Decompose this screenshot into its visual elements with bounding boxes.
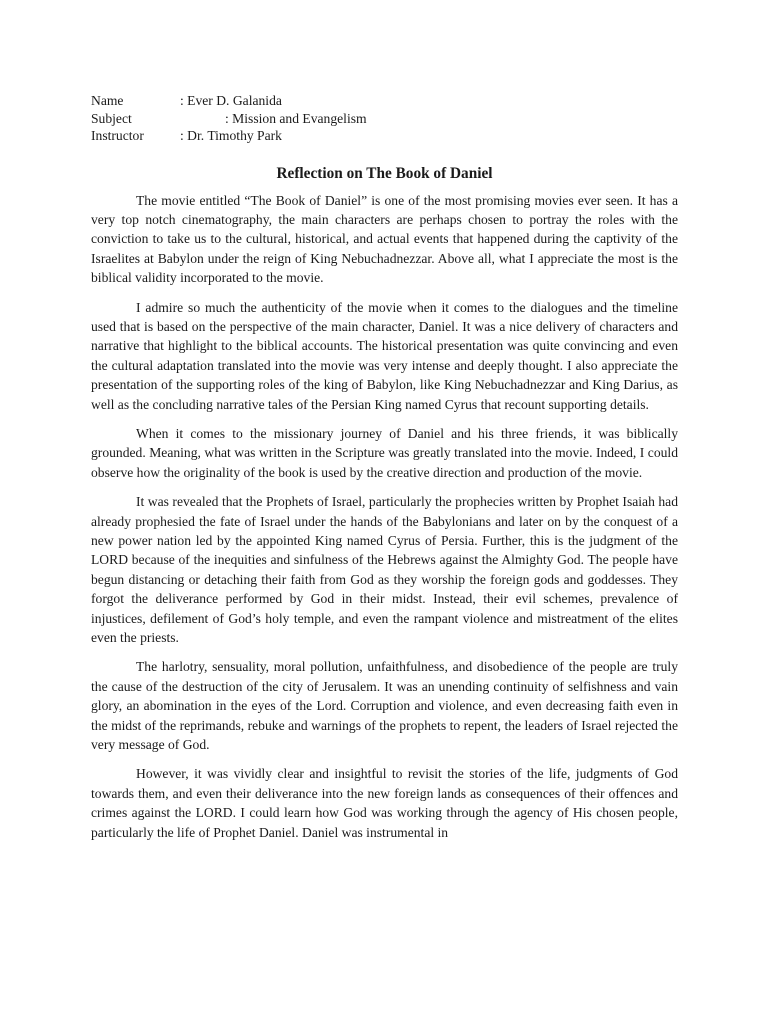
- paragraph: I admire so much the authenticity of the movie when it comes to the dialogues and the timeline used that is based on the perspective of the main character, Daniel. It was a nice delivery of characters and narrative that highlight to the biblical accounts. The historical presentation was quite convincing and even the cultural adaptation translated into the movie was very intense and deeply thought. I also appreciate the presentation of the supporting roles of the king of Babylon, like King Nebuchadnezzar and King Darius, as well as the concluding narrative tales of the Persian King named Cyrus that recount supporting details.: [91, 299, 678, 412]
- name-value: : Ever D. Galanida: [180, 93, 282, 108]
- document-body: [91, 191, 678, 843]
- paragraph: However, it was vividly clear and insightful to revisit the stories of the life, judgments of God towards them, and even their deliverance into the new foreign lands as consequences of their offences and crimes against the LORD. I could learn how God was working through the agency of His chosen people, particularly the life of Prophet Daniel. Daniel was instrumental in: [91, 766, 678, 840]
- subject-value: : Mission and Evangelism: [225, 110, 367, 126]
- document-title: Reflection on The Book of Daniel: [276, 164, 493, 182]
- subject-label: Subject: [91, 110, 132, 126]
- name-label: Name: [91, 93, 124, 108]
- document-header: [91, 92, 678, 145]
- instructor-value: : Dr. Timothy Park: [180, 128, 282, 143]
- subject-row: [91, 110, 678, 128]
- instructor-row: [91, 127, 678, 145]
- paragraph: The movie entitled “The Book of Daniel” is one of the most promising movies ever seen. It has a very top notch cinematography, the main characters are perhaps chosen to portray the roles with the conviction to take us to the cultural, historical, and actual events that happened during the captivity of the Israelites at Babylon under the reign of King Nebuchadnezzar. Above all, what I appreciate the most is the biblical validity incorporated to the movie.: [91, 192, 678, 286]
- paragraph: It was revealed that the Prophets of Israel, particularly the prophecies written by Prophet Isaiah had already prophesied the fate of Israel under the hands of the Babylonians and later on by the conquest of a new power nation led by the appointed King named Cyrus of Persia. Further, this is the judgment of the LORD because of the inequities and sinfulness of the Hebrews against the Almighty God. The people have begun distancing or detaching their faith from God as they worship the foreign gods and goddesses. They forgot the deliverance performed by God in their midst. Instead, their evil schemes, prevalence of injustices, defilement of God’s holy temple, and even the rampant violence and mistreatment of the elites even the priests.: [91, 494, 678, 646]
- instructor-label: Instructor: [91, 128, 144, 143]
- paragraph: When it comes to the missionary journey of Daniel and his three friends, it was biblically grounded. Meaning, what was written in the Scripture was greatly translated into the movie. Indeed, I could observe how the originality of the book is used by the creative direction and production of the movie.: [91, 425, 678, 480]
- name-row: [91, 92, 678, 110]
- paragraph: The harlotry, sensuality, moral pollution, unfaithfulness, and disobedience of the people are truly the cause of the destruction of the city of Jerusalem. It was an unending continuity of selfishness and vain glory, an abomination in the eyes of the Lord. Corruption and violence, and even decreasing faith even in the midst of the reprimands, rebuke and warnings of the prophets to repent, the leaders of Israel rejected the very message of God.: [91, 659, 678, 753]
